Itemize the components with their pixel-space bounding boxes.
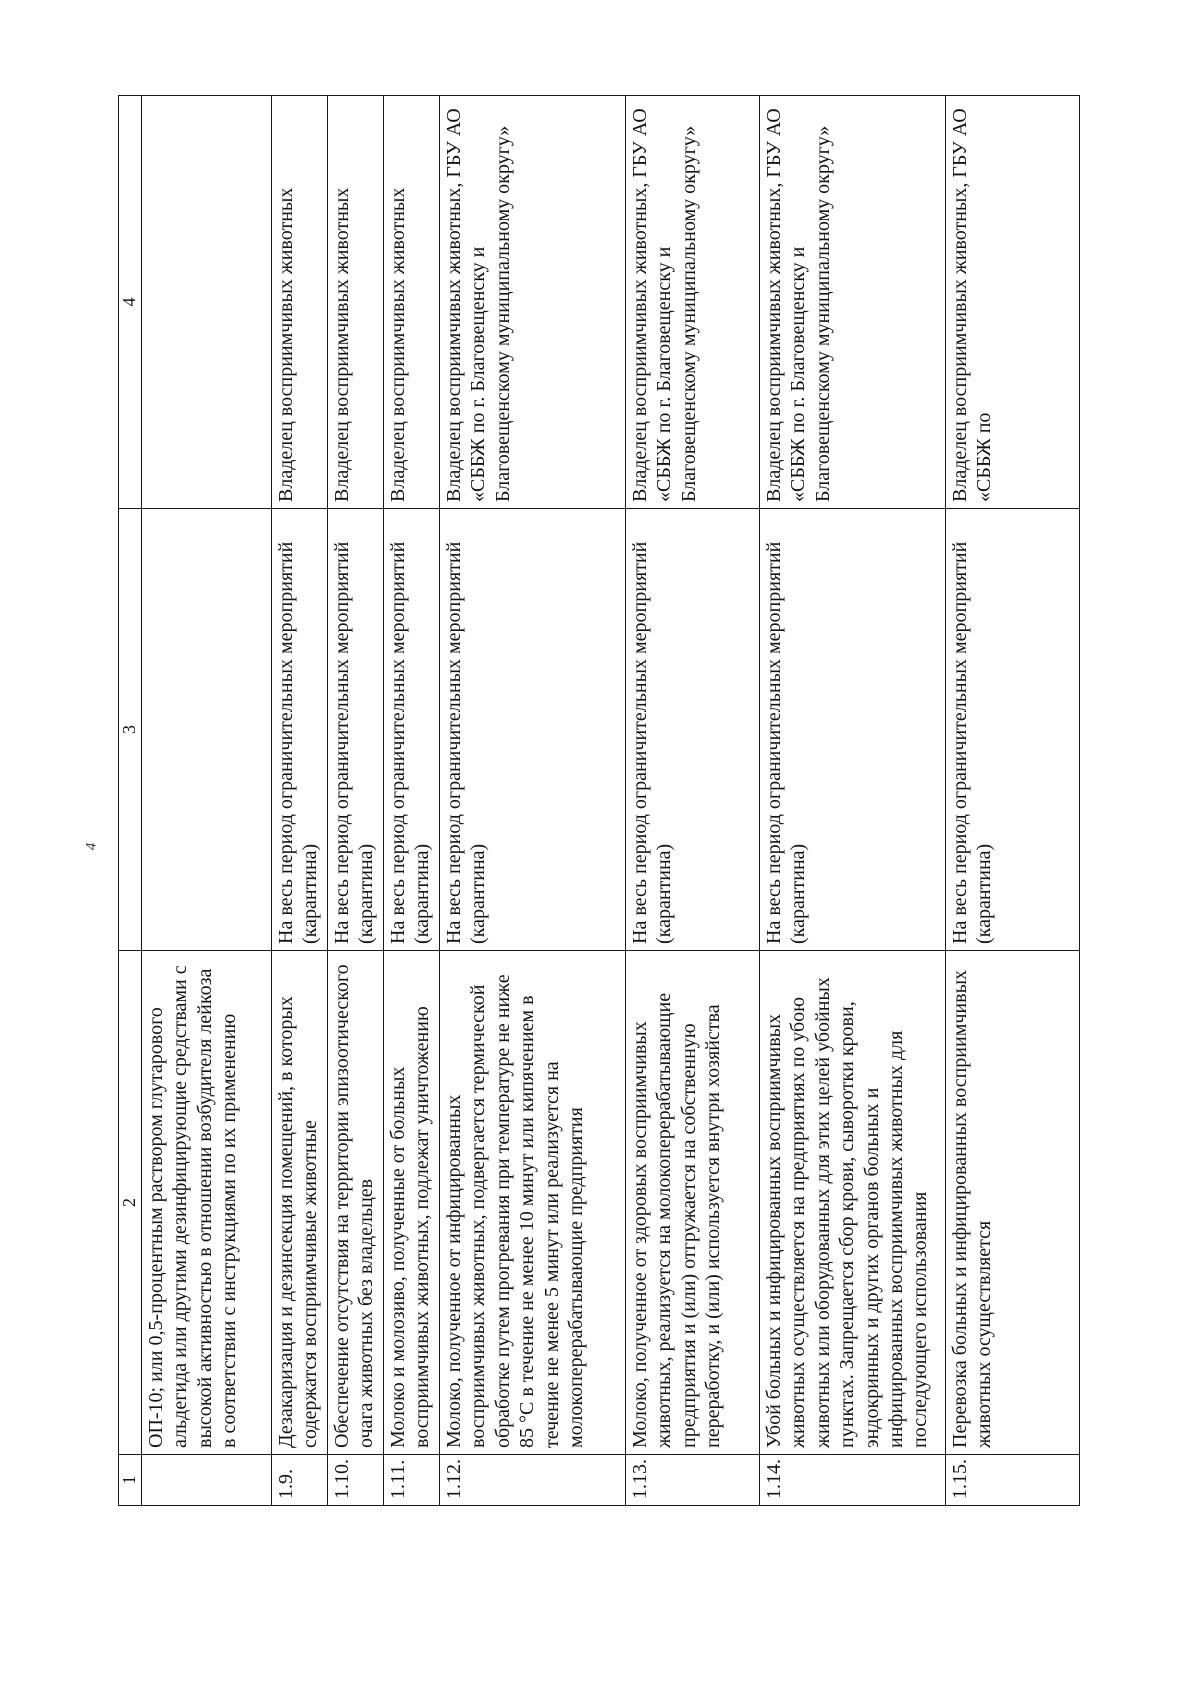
period-cell: На весь период ограничительных мероприятий (карантина) [271, 509, 327, 951]
column-header: 3 [119, 509, 142, 951]
measure-cell: ОП-10; или 0,5-процентным раствором глутарового альдегида или другими дезинфицирующие средствами с высокой активностью в отношении возбудителя лейкоза в соответствии с инструкциями по их применению [141, 951, 271, 1455]
period-cell: На весь период ограничительных мероприятий (карантина) [383, 509, 439, 951]
row-number: 1.11. [383, 1455, 439, 1506]
page-number: 4 [83, 842, 100, 851]
period-cell: На весь период ограничительных мероприятий (карантина) [439, 509, 625, 951]
table-row [439, 96, 625, 1506]
column-header: 4 [119, 96, 142, 509]
responsible-cell [141, 96, 271, 509]
period-cell: На весь период ограничительных мероприятий (карантина) [625, 509, 759, 951]
rotated-table-container [118, 96, 1080, 1506]
period-cell: На весь период ограничительных мероприятий (карантина) [327, 509, 383, 951]
table-row [327, 96, 383, 1506]
row-number: 1.15. [945, 1455, 1079, 1506]
measure-cell: Дезакаризация и дезинсекция помещений, в которых содержатся восприимчивые животные [271, 951, 327, 1455]
responsible-cell: Владелец восприимчивых животных [327, 96, 383, 509]
period-cell: На весь период ограничительных мероприятий (карантина) [945, 509, 1079, 951]
period-cell: На весь период ограничительных мероприятий (карантина) [759, 509, 945, 951]
measure-cell: Обеспечение отсутствия на территории эпизоотического очага животных без владельцев [327, 951, 383, 1455]
measures-table [118, 95, 1080, 1506]
measure-cell: Молоко, полученное от инфицированных восприимчивых животных, подвергается термической обработке путем прогревания при температуре не ниже 85 °С в течение не менее 10 минут или кипячением в течение не менее 5 минут или реализуется на молокоперерабатывающие предприятия [439, 951, 625, 1455]
column-header: 2 [119, 951, 142, 1455]
measure-cell: Убой больных и инфицированных восприимчивых животных осуществляется на предприятиях по убою животных или оборудованных для этих целей убойных пунктах. Запрещается сбор крови, сыворотки крови, эндокринных и других органов больных и инфицированных восприимчивых животных для последующего использования [759, 951, 945, 1455]
column-header: 1 [119, 1455, 142, 1506]
measure-cell: Перевозка больных и инфицированных восприимчивых животных осуществляется [945, 951, 1079, 1455]
row-number: 1.9. [271, 1455, 327, 1506]
responsible-cell: Владелец восприимчивых животных, ГБУ АО «СББЖ по г. Благовещенску и Благовещенскому муниципальному округу» [759, 96, 945, 509]
responsible-cell: Владелец восприимчивых животных, ГБУ АО «СББЖ по [945, 96, 1079, 509]
row-number [141, 1455, 271, 1506]
row-number: 1.10. [327, 1455, 383, 1506]
table-row [141, 96, 271, 1506]
column-number-row [119, 96, 142, 1506]
responsible-cell: Владелец восприимчивых животных [383, 96, 439, 509]
period-cell [141, 509, 271, 951]
row-number: 1.14. [759, 1455, 945, 1506]
responsible-cell: Владелец восприимчивых животных, ГБУ АО «СББЖ по г. Благовещенску и Благовещенскому муниципальному округу» [439, 96, 625, 509]
table-row [945, 96, 1079, 1506]
table-row [383, 96, 439, 1506]
measure-cell: Молоко и молозиво, полученные от больных восприимчивых животных, подлежат уничтожению [383, 951, 439, 1455]
responsible-cell: Владелец восприимчивых животных [271, 96, 327, 509]
row-number: 1.12. [439, 1455, 625, 1506]
measure-cell: Молоко, полученное от здоровых восприимчивых животных, реализуется на молокоперерабатывающие предприятия и (или) отгружается на собственную переработку, и (или) используется внутри хозяйства [625, 951, 759, 1455]
row-number: 1.13. [625, 1455, 759, 1506]
table-row [625, 96, 759, 1506]
table-row [759, 96, 945, 1506]
table-row [271, 96, 327, 1506]
responsible-cell: Владелец восприимчивых животных, ГБУ АО «СББЖ по г. Благовещенску и Благовещенскому муниципальному округу» [625, 96, 759, 509]
